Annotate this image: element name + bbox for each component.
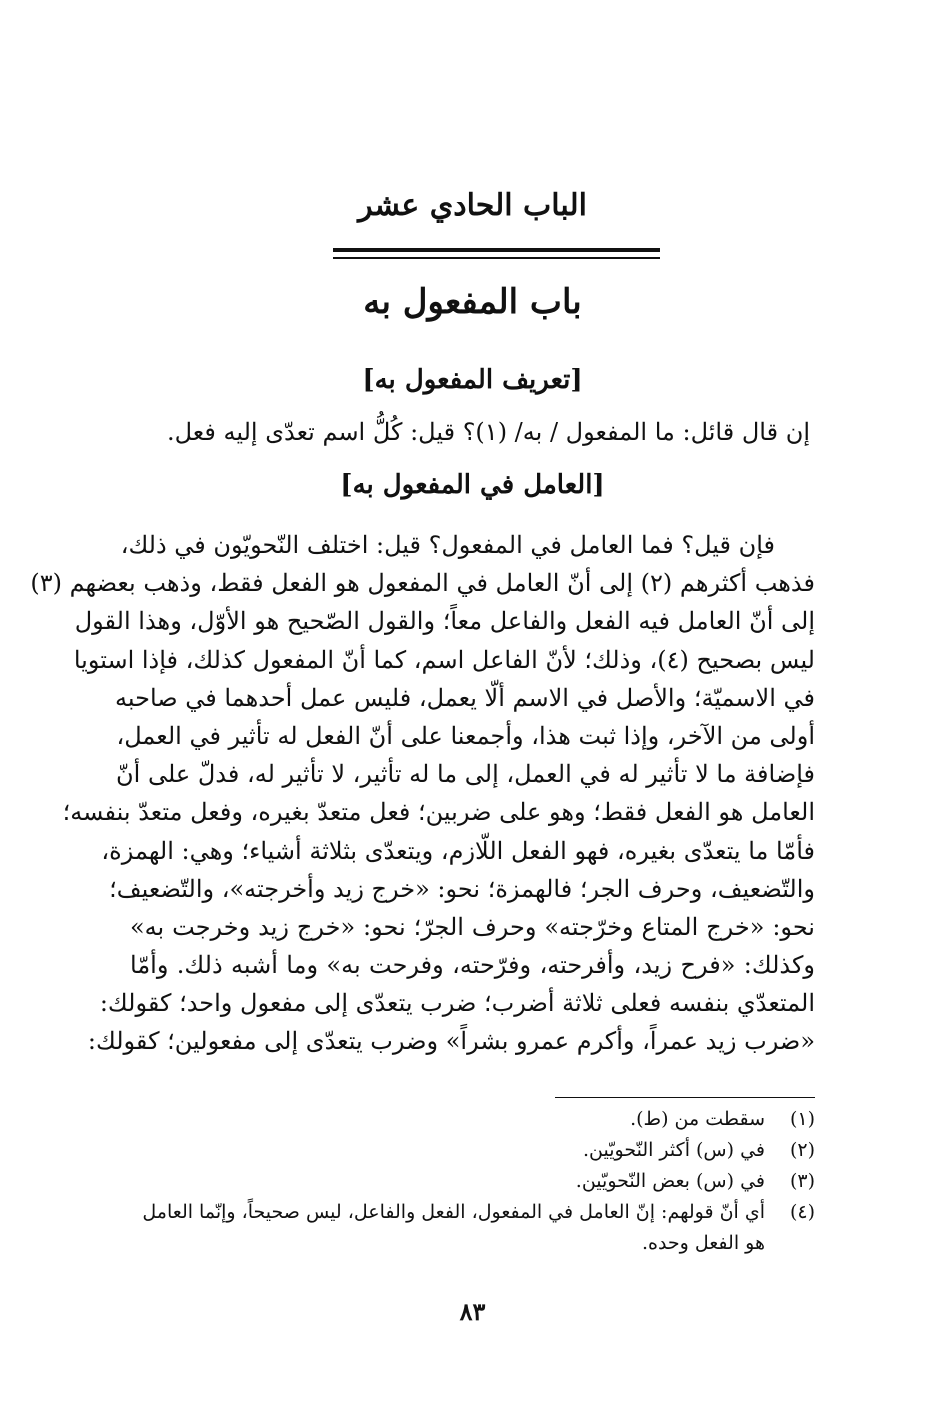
body-line: ليس بصحيح (٤)، وذلك؛ لأنّ الفاعل اسم، كما أنّ المفعول كذلك، فإذا استويا: [73, 645, 815, 674]
body-line: العامل هو الفعل فقط؛ وهو على ضربين؛ فعل متعدّ بغيره، وفعل متعدّ بنفسه؛: [62, 798, 815, 827]
footnote: [125, 1166, 815, 1197]
body-line: «ضرب زيد عمراً، وأكرم عمرو بشراً» وضرب يتعدّى إلى مفعولين؛ كقولك:: [87, 1027, 815, 1056]
body-line: إلى أنّ العامل فيه الفعل والفاعل معاً؛ والقول الصّحيح هو الأوّل، وهذا القول: [74, 607, 815, 636]
footnote: [125, 1104, 815, 1135]
footnote-continuation: هو الفعل وحده.: [641, 1232, 765, 1254]
section-title: باب المفعول به: [363, 282, 582, 322]
body-line: وكذلك: «فرح زيد، وأفرحته، وفرّحته، وفرحت به» وما أشبه ذلك. وأمّا: [130, 951, 815, 980]
footnotes: [125, 1104, 815, 1259]
footnote: [125, 1135, 815, 1166]
chapter-title: الباب الحادي عشر: [358, 188, 587, 223]
body-line: نحو: «خرج المتاع وخرّجته» وحرف الجرّ؛ نحو: «خرج زيد وخرجت به»: [130, 912, 815, 941]
body-line: والتّضعيف، وحرف الجر؛ فالهمزة؛ نحو: «خرج زيد وأخرجته»، والتّضعيف؛: [109, 874, 815, 903]
heading-agent: [العامل في المفعول به]: [340, 470, 605, 500]
footnote-number: (٤): [789, 1201, 815, 1223]
footnote: [125, 1197, 815, 1228]
footnote-number: (١): [789, 1108, 815, 1130]
body-paragraph: [30, 526, 815, 1061]
body-line: فأمّا ما يتعدّى بغيره، فهو الفعل اللّازم، ويتعدّى بثلاثة أشياء؛ وهي: الهمزة،: [101, 836, 815, 865]
title-rule-thin: [333, 257, 660, 259]
body-line: المتعدّي بنفسه فعلى ثلاثة أضرب؛ ضرب يتعدّى إلى مفعول واحد؛ كقولك:: [99, 989, 815, 1018]
footnote-text: أي أنّ قولهم: إنّ العامل في المفعول، الفعل والفاعل، ليس صحيحاً، وإنّما العامل: [142, 1201, 765, 1223]
body-line: أولى من الآخر، وإذا ثبت هذا، وأجمعنا على أنّ الفعل له تأثير في العمل،: [116, 721, 815, 750]
footnote-text: في (س) أكثر النّحويّين.: [582, 1139, 765, 1161]
footnote-text: في (س) بعض النّحويّين.: [575, 1170, 765, 1192]
title-rule-thick: [333, 248, 660, 252]
footnote-divider: [555, 1097, 815, 1098]
heading-definition: [تعريف المفعول به]: [362, 365, 583, 395]
page-number: ٨٣: [459, 1297, 486, 1326]
body-line: فإن قيل؟ فما العامل في المفعول؟ قيل: اختلف النّحويّون في ذلك،: [120, 531, 775, 559]
footnote-number: (٢): [789, 1139, 815, 1161]
definition-paragraph: إن قال قائل: ما المفعول / به/ (١)؟ قيل: كُلُّ اسم تعدّى إليه فعل.: [167, 418, 810, 446]
body-line: فإضافة ما لا تأثير له في العمل، إلى ما له تأثير، لا تأثير له، فدلّ على أنّ: [116, 760, 815, 789]
footnote-text: سقطت من (ط).: [630, 1108, 765, 1130]
footnote-number: (٣): [789, 1170, 815, 1192]
body-line: في الاسميّة؛ والأصل في الاسم ألّا يعمل، فليس عمل أحدهما في صاحبه: [115, 683, 815, 712]
body-line: فذهب أكثرهم (٢) إلى أنّ العامل في المفعول هو الفعل فقط، وذهب بعضهم (٣): [30, 569, 815, 598]
